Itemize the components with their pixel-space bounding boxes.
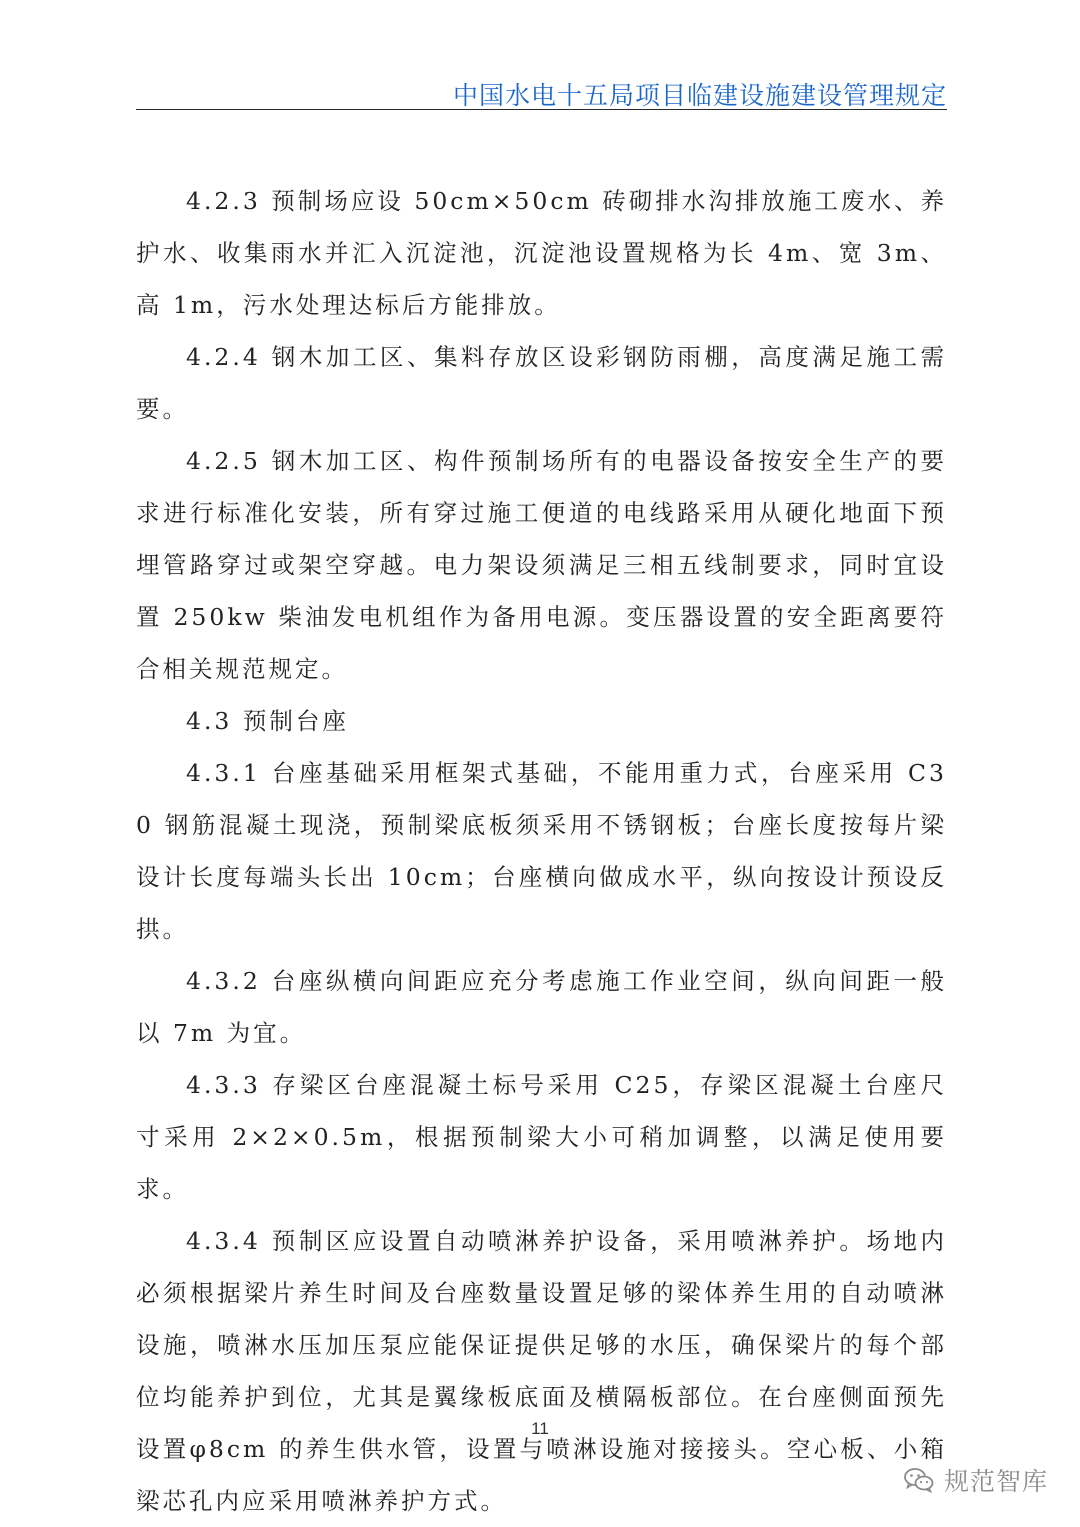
watermark <box>904 1462 1048 1498</box>
page-number: 11 <box>531 1419 549 1438</box>
paragraph-4-3-2: 4.3.2 台座纵横向间距应充分考虑施工作业空间，纵向间距一般以 7m 为宜。 <box>136 967 947 1047</box>
paragraph-4-3-4: 4.3.4 预制区应设置自动喷淋养护设备，采用喷淋养护。场地内必须根据梁片养生时间及台座数量设置足够的梁体养生用的自动喷淋设施，喷淋水压加压泵应能保证提供足够的水压，确保梁片的每个部位均能养护到位，尤其是翼缘板底面及横隔板部位。在台座侧面预先设置φ8cm 的养生供水管，设置与喷淋设施对接接头。空心板、小箱梁芯孔内应采用喷淋养护方式。 <box>136 1227 947 1515</box>
wechat-icon <box>904 1467 934 1493</box>
paragraph-4-3-3: 4.3.3 存梁区台座混凝土标号采用 C25，存梁区混凝土台座尺寸采用 2×2×0.5m，根据预制梁大小可稍加调整，以满足使用要求。 <box>136 1071 947 1203</box>
document-body <box>136 175 947 1527</box>
watermark-text: 规范智库 <box>943 1467 1048 1496</box>
header-divider <box>136 109 947 110</box>
section-heading-4-3: 4.3 预制台座 <box>186 707 349 735</box>
paragraph-4-2-4: 4.2.4 钢木加工区、集料存放区设彩钢防雨棚，高度满足施工需要。 <box>136 343 947 423</box>
document-title: 中国水电十五局项目临建设施建设管理规定 <box>452 81 947 110</box>
paragraph-4-2-5: 4.2.5 钢木加工区、构件预制场所有的电器设备按安全生产的要求进行标准化安装，所有穿过施工便道的电线路采用从硬化地面下预埋管路穿过或架空穿越。电力架设须满足三相五线制要求，同时宜设置 250kw 柴油发电机组作为备用电源。变压器设置的安全距离要符合相关规范规定。 <box>136 447 947 683</box>
paragraph-4-2-3: 4.2.3 预制场应设 50cm×50cm 砖砌排水沟排放施工废水、养护水、收集雨水并汇入沉淀池，沉淀池设置规格为长 4m、宽 3m、高 1m，污水处理达标后方能排放。 <box>136 187 947 319</box>
paragraph-4-3-1: 4.3.1 台座基础采用框架式基础，不能用重力式，台座采用 C30 钢筋混凝土现浇，预制梁底板须采用不锈钢板；台座长度按每片梁设计长度每端头长出 10cm；台座横向做成水平，纵向按设计预设反拱。 <box>136 759 947 943</box>
